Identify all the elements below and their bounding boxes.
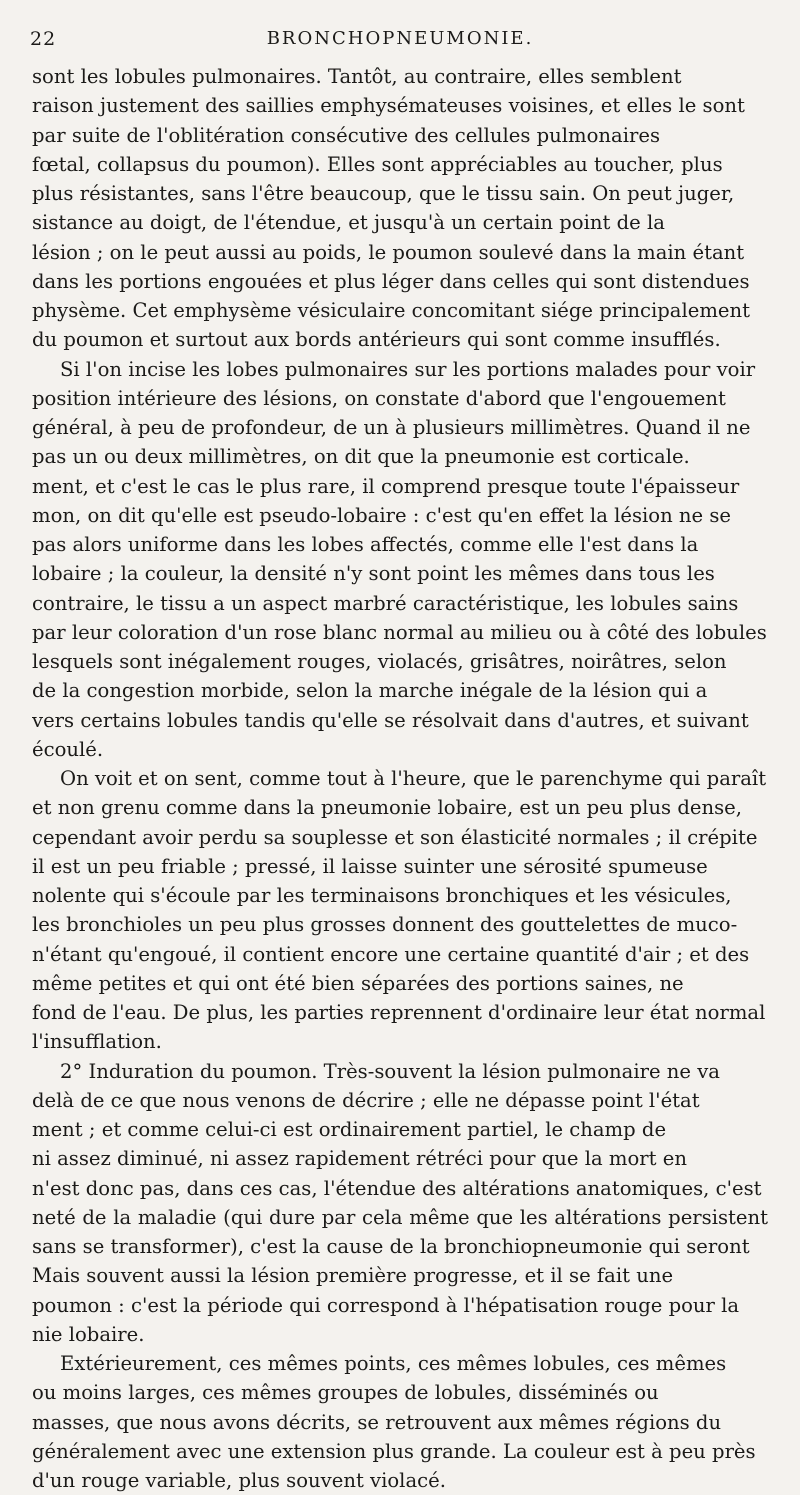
text-line: mon, on dit qu'elle est pseudo-lobaire : c'est qu'en effet la lésion ne se bbox=[32, 503, 732, 527]
text-line: nie lobaire. bbox=[32, 1322, 145, 1346]
text-line: il est un peu friable ; pressé, il laisse suinter une sérosité spumeuse bbox=[32, 854, 708, 878]
text-line: lesquels sont inégalement rouges, violacés, grisâtres, noirâtres, selon bbox=[32, 650, 727, 673]
text-line: l'insufflation. bbox=[32, 1030, 162, 1054]
text-line: par suite de l'oblitération consécutive des cellules pulmonaires bbox=[32, 123, 660, 147]
text-line: vers certains lobules tandis qu'elle se résolvait dans d'autres, et suivant bbox=[32, 708, 749, 732]
text-line: plus résistantes, sans l'être beaucoup, que le tissu sain. On peut juger, bbox=[32, 182, 735, 205]
text-line: et non grenu comme dans la pneumonie lobaire, est un peu plus dense, bbox=[32, 796, 742, 820]
text-line: Extérieurement, ces mêmes points, ces mêmes lobules, ces mêmes bbox=[60, 1352, 727, 1375]
text-line: delà de ce que nous venons de décrire ; elle ne dépasse point l'état bbox=[32, 1088, 700, 1112]
text-line: pas un ou deux millimètres, on dit que la pneumonie est corticale. bbox=[32, 445, 690, 469]
text-line: position intérieure des lésions, on constate d'abord que l'engouement bbox=[32, 386, 726, 410]
text-line: n'est donc pas, dans ces cas, l'étendue des altérations anatomiques, c'est bbox=[32, 1176, 762, 1200]
text-line: lobaire ; la couleur, la densité n'y sont point les mêmes dans tous les bbox=[32, 562, 715, 586]
text-line: Si l'on incise les lobes pulmonaires sur les portions malades pour voir bbox=[60, 357, 756, 381]
text-line: dans les portions engouées et plus léger dans celles qui sont distendues bbox=[32, 269, 750, 293]
text-line: ni assez diminué, ni assez rapidement rétréci pour que la mort en bbox=[32, 1147, 687, 1171]
text-line: fond de l'eau. De plus, les parties reprennent d'ordinaire leur état normal bbox=[32, 1001, 766, 1024]
text-line: les bronchioles un peu plus grosses donnent des gouttelettes de muco- bbox=[32, 913, 738, 937]
text-line: neté de la maladie (qui dure par cela même que les altérations persistent bbox=[32, 1205, 768, 1229]
text-line: poumon : c'est la période qui correspond à l'hépatisation rouge pour la bbox=[32, 1293, 740, 1317]
page-header bbox=[30, 28, 770, 56]
text-line: ment, et c'est le cas le plus rare, il comprend presque toute l'épaisseur bbox=[32, 474, 740, 498]
running-title: BRONCHOPNEUMONIE. bbox=[266, 28, 534, 49]
text-line: généralement avec une extension plus grande. La couleur est à peu près bbox=[32, 1439, 756, 1463]
text-line: même petites et qui ont été bien séparées des portions saines, ne bbox=[32, 971, 684, 995]
text-line: sistance au doigt, de l'étendue, et jusqu'à un certain point de la bbox=[32, 211, 665, 235]
text-line: ment ; et comme celui-ci est ordinairement partiel, le champ de bbox=[32, 1118, 667, 1141]
text-line: sans se transformer), c'est la cause de la bronchiopneumonie qui seront bbox=[32, 1235, 750, 1258]
text-line: écoulé. bbox=[32, 737, 104, 761]
text-line: sont les lobules pulmonaires. Tantôt, au contraire, elles semblent bbox=[32, 65, 682, 88]
text-line: général, à peu de profondeur, de un à plusieurs millimètres. Quand il ne bbox=[32, 416, 751, 439]
text-line: lésion ; on le peut aussi au poids, le poumon soulevé dans la main étant bbox=[32, 240, 745, 264]
text-line: masses, que nous avons décrits, se retrouvent aux mêmes régions du bbox=[32, 1410, 722, 1434]
body-text bbox=[32, 62, 768, 1495]
text-line: ou moins larges, ces mêmes groupes de lobules, disséminés ou bbox=[32, 1381, 659, 1405]
text-line: physème. Cet emphysème vésiculaire concomitant siége principalement bbox=[32, 299, 751, 322]
text-line: fœtal, collapsus du poumon). Elles sont appréciables au toucher, plus bbox=[32, 152, 723, 176]
text-line: contraire, le tissu a un aspect marbré caractéristique, les lobules sains bbox=[32, 591, 739, 615]
text-line: du poumon et surtout aux bords antérieurs qui sont comme insufflés. bbox=[32, 328, 721, 352]
text-line: nolente qui s'écoule par les terminaisons bronchiques et les vésicules, bbox=[32, 884, 732, 907]
text-line: pas alors uniforme dans les lobes affectés, comme elle l'est dans la bbox=[32, 533, 699, 556]
text-line: On voit et on sent, comme tout à l'heure, que le parenchyme qui paraît bbox=[60, 767, 767, 790]
text-line: par leur coloration d'un rose blanc normal au milieu ou à côté des lobules bbox=[32, 620, 767, 644]
text-line: de la congestion morbide, selon la marche inégale de la lésion qui a bbox=[32, 679, 708, 703]
text-line: n'étant qu'engoué, il contient encore une certaine quantité d'air ; et des bbox=[32, 942, 750, 966]
text-line: Mais souvent aussi la lésion première progresse, et il se fait une bbox=[32, 1264, 674, 1288]
text-line: 2° Induration du poumon. Très-souvent la lésion pulmonaire ne va bbox=[60, 1059, 720, 1083]
text-line: d'un rouge variable, plus souvent violacé. bbox=[32, 1469, 446, 1492]
page-number: 22 bbox=[30, 28, 57, 50]
text-line: raison justement des saillies emphysémateuses voisines, et elles le sont bbox=[32, 94, 745, 118]
text-line: cependant avoir perdu sa souplesse et son élasticité normales ; il crépite bbox=[32, 825, 758, 849]
